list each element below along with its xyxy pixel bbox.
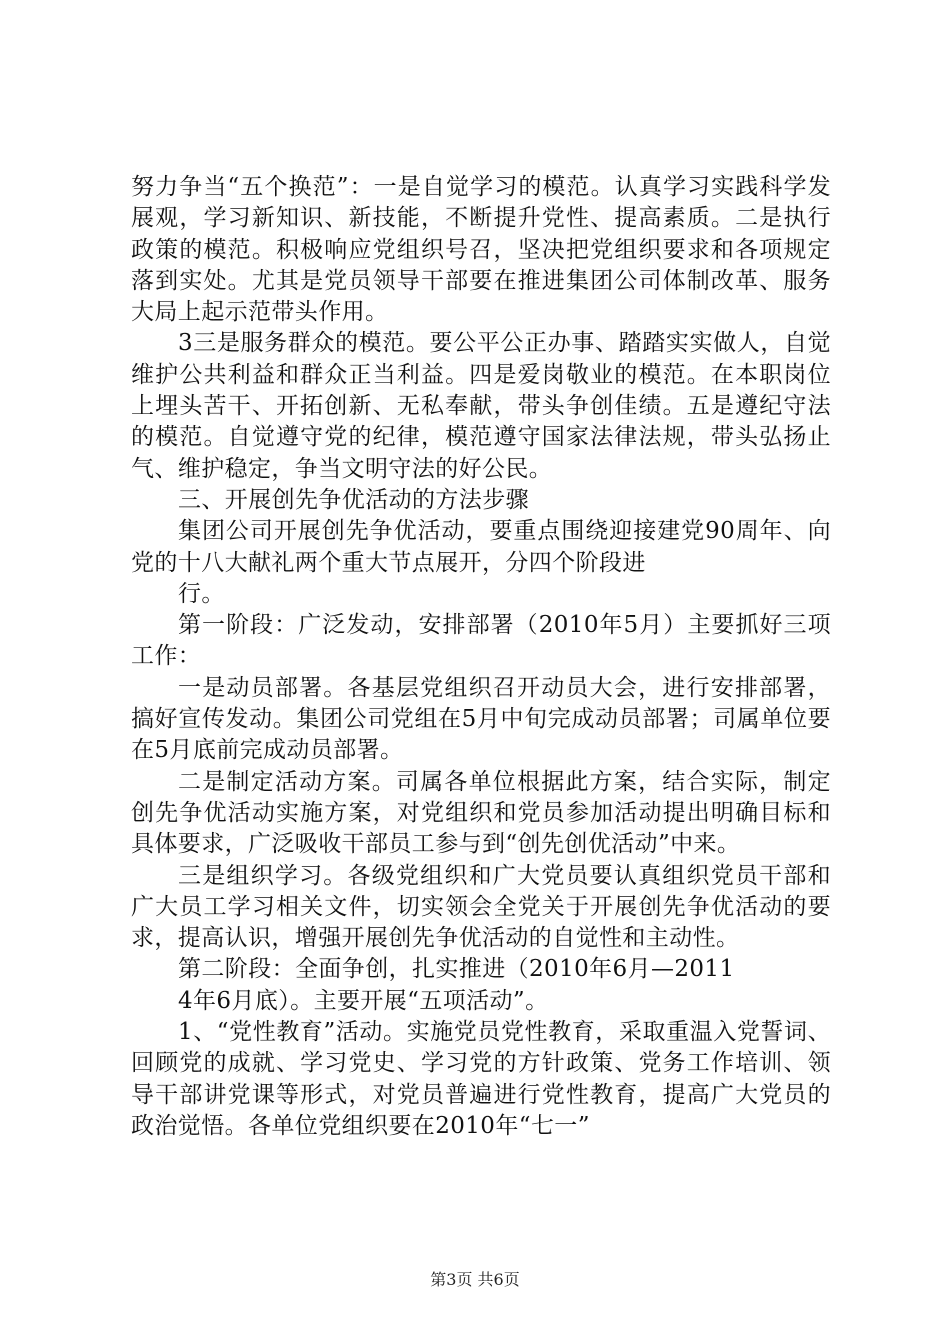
paragraph-mobilization: 一是动员部署。各基层党组织召开动员大会，进行安排部署，搞好宣传发动。集团公司党组在5月中旬完成动员部署；司属单位要在5月底前完成动员部署。 [131, 674, 831, 764]
paragraph-five-models-intro: 努力争当“五个换范”：一是自觉学习的模范。认真学习实践科学发展观，学习新知识、新技能，不断提升党性、提高素质。二是执行政策的模范。积极响应党组织号召，坚决把党组织要求和各项规定落到实处。尤其是党员领导干部要在推进集团公司体制改革、服务大局上起示范带头作用。 [131, 174, 831, 326]
paragraph-service-models: 3三是服务群众的模范。要公平公正办事、踏踏实实做人，自觉维护公共利益和群众正当利益。四是爱岗敬业的模范。在本职岗位上埋头苦干、开拓创新、无私奉献，带头争创佳绩。五是遵纪守法的模范。自觉遵守党的纪律，模范遵守国家法律法规，带头弘扬止气、维护稳定，争当文明守法的好公民。 [131, 330, 831, 482]
paragraph-stage-one: 第一阶段：广泛发动，安排部署（2010年5月）主要抓好三项工作： [131, 612, 831, 670]
page-number-footer: 第3页 共6页 [430, 1270, 520, 1289]
paragraph-activity-plan: 二是制定活动方案。司属各单位根据此方案，结合实际，制定创先争优活动实施方案，对党组织和党员参加活动提出明确目标和具体要求，广泛吸收干部员工参与到“创先创优活动”中来。 [131, 768, 831, 858]
paragraph-stage-two: 第二阶段：全面争创，扎实推进（2010年6月—2011 [178, 956, 735, 983]
paragraph-party-education: 1、“党性教育”活动。实施党员党性教育，采取重温入党誓词、回顾党的成就、学习党史、学习党的方针政策、党务工作培训、领导干部讲党课等形式，对党员普遍进行党性教育，提高广大党员的政治觉悟。各单位党组织要在2010年“七一” [131, 1019, 831, 1139]
paragraph-continuation: 行。 [178, 580, 225, 607]
paragraph-organize-study: 三是组织学习。各级党组织和广大党员要认真组织党员干部和广大员工学习相关文件，切实领会全党关于开展创先争优活动的要求，提高认识，增强开展创先争优活动的自觉性和主动性。 [131, 862, 831, 952]
section-heading-methods: 三、开展创先争优活动的方法步骤 [178, 486, 529, 513]
paragraph-stage-two-continued: 4年6月底）。主要开展“五项活动”。 [178, 987, 549, 1014]
document-body [131, 172, 831, 1142]
paragraph-four-stages: 集团公司开展创先争优活动，要重点围绕迎接建党90周年、向党的十八大献礼两个重大节点展开，分四个阶段进 [131, 518, 831, 576]
